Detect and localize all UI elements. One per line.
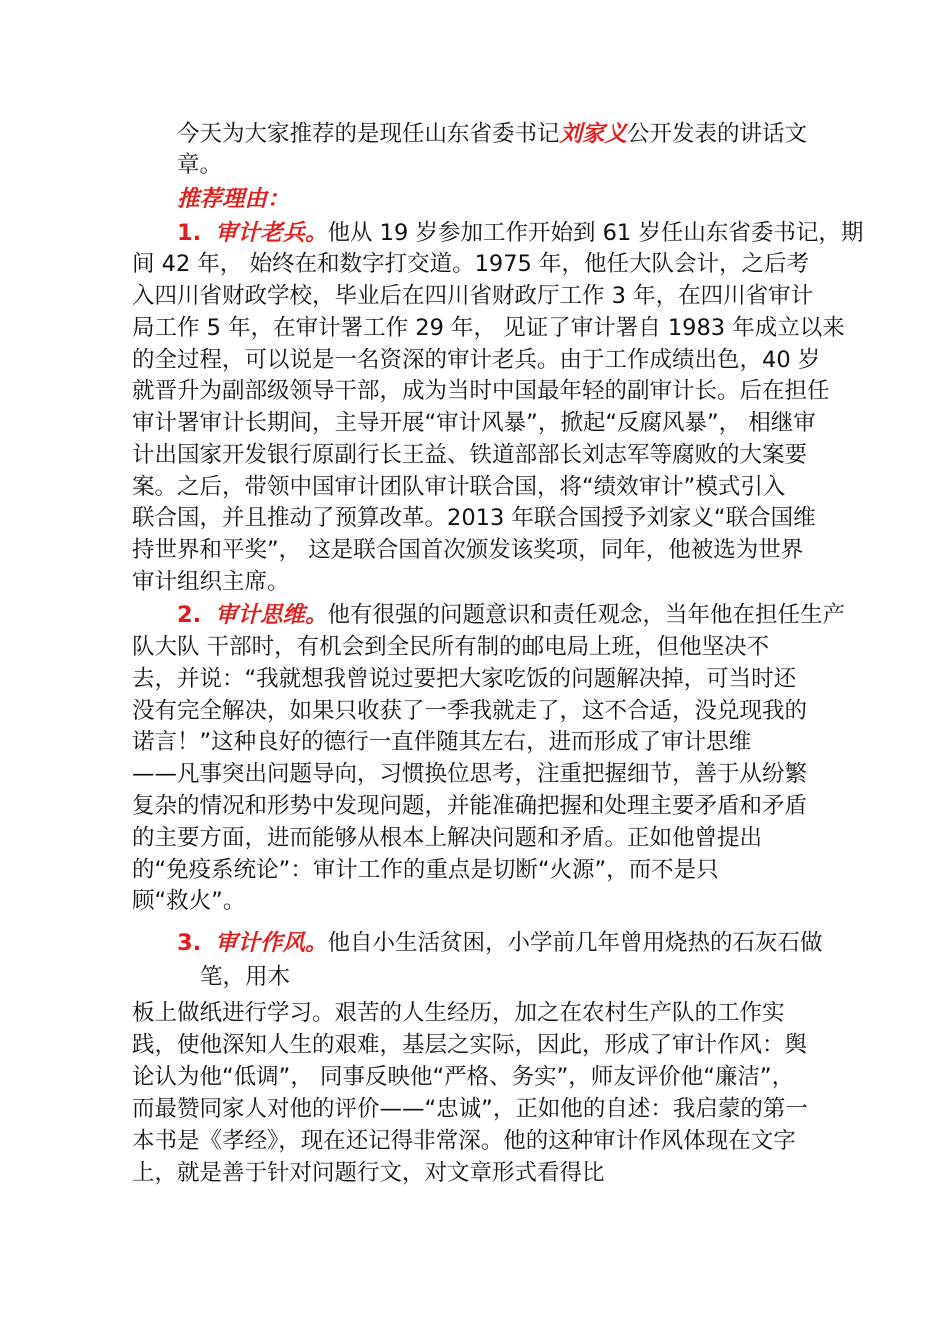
item-1-line: 就晋升为副部级领导干部，成为当时中国最年轻的副审计长。后在担任	[132, 378, 830, 404]
item-3-first-line	[177, 928, 823, 958]
item-2-line: 队大队 干部时，有机会到全民所有制的邮电局上班，但他坚决不	[132, 634, 770, 660]
item-3-line: 上，就是善于针对问题行文，对文章形式看得比	[132, 1160, 605, 1186]
intro-text-end: 公开发表的讲话文	[627, 121, 808, 147]
item-1-title: 审计老兵。	[215, 220, 328, 246]
item-3-number: 3.	[177, 930, 202, 956]
reason-heading: 推荐理由：	[177, 186, 290, 212]
intro-line-2: 章。	[177, 152, 223, 178]
item-1-line: 案。之后，带领中国审计团队审计联合国，将“绩效审计”模式引入	[132, 474, 786, 500]
item-2-line: 的“免疫系统论”：审计工作的重点是切断“火源”，而不是只	[132, 857, 719, 883]
item-1-line: 审计署审计长期间，主导开展“审计风暴”，掀起“反腐风暴”， 相继审	[132, 410, 816, 436]
item-1-line: 入四川省财政学校，毕业后在四川省财政厅工作 3 年，在四川省审计	[132, 283, 814, 309]
item-2-line: 没有完全解决，如果只收获了一季我就走了，这不合适，没兑现我的	[132, 698, 808, 724]
item-1-line: 持世界和平奖”， 这是联合国首次颁发该奖项，同年，他被选为世界	[132, 537, 804, 563]
item-1-line: 局工作 5 年，在审计署工作 29 年， 见证了审计署自 1983 年成立以来	[132, 315, 845, 341]
intro-line-1	[177, 119, 807, 149]
item-1-text: 他从 19 岁参加工作开始到 61 岁任山东省委书记，期	[327, 220, 864, 246]
item-2-line: ——凡事突出问题导向，习惯换位思考，注重把握细节，善于从纷繁	[132, 761, 808, 787]
item-3-second-line: 笔，用木	[200, 964, 291, 990]
item-3-line: 践，使他深知人生的艰难，基层之实际，因此，形成了审计作风：舆	[132, 1032, 808, 1058]
item-1-line: 间 42 年， 始终在和数字打交道。1975 年，他任大队会计，之后考	[132, 251, 810, 277]
item-2-line: 复杂的情况和形势中发现问题，并能准确把握和处理主要矛盾和矛盾	[132, 793, 808, 819]
item-1-line: 审计组织主席。	[132, 569, 290, 595]
item-2-line: 诺言！”这种良好的德行一直伴随其左右，进而形成了审计思维	[132, 729, 752, 755]
item-3-text: 他自小生活贫困，小学前几年曾用烧热的石灰石做	[327, 930, 823, 956]
item-3-line: 而最赞同家人对他的评价——“忠诚”，正如他的自述：我启蒙的第一	[132, 1096, 808, 1122]
item-2-title: 审计思维。	[215, 602, 328, 628]
item-1-number: 1.	[177, 220, 202, 246]
item-1-line: 计出国家开发银行原副行长王益、铁道部部长刘志军等腐败的大案要	[132, 442, 808, 468]
item-2-text: 他有很强的问题意识和责任观念，当年他在担任生产	[327, 602, 846, 628]
item-2-first-line	[177, 600, 845, 630]
item-3-line: 本书是《孝经》，现在还记得非常深。他的这种审计作风体现在文字	[132, 1128, 796, 1154]
item-2-line: 的主要方面，进而能够从根本上解决问题和矛盾。正如他曾提出	[132, 825, 763, 851]
item-1-first-line	[177, 218, 863, 248]
item-1-line: 的全过程，可以说是一名资深的审计老兵。由于工作成绩出色，40 岁	[132, 347, 821, 373]
item-3-line: 论认为他“低调”， 同事反映他“严格、务实”，师友评价他“廉洁”，	[132, 1064, 795, 1090]
item-2-number: 2.	[177, 602, 202, 628]
item-2-line: 去，并说：“我就想我曾说过要把大家吃饭的问题解决掉，可当时还	[132, 666, 797, 692]
item-3-title: 审计作风。	[215, 930, 328, 956]
item-2-line: 顾“救火”。	[132, 888, 246, 914]
item-3-line: 板上做纸进行学习。艰苦的人生经历，加之在农村生产队的工作实	[132, 1000, 785, 1026]
highlighted-name: 刘家义	[559, 121, 628, 147]
item-1-line: 联合国，并且推动了预算改革。2013 年联合国授予刘家义“联合国维	[132, 505, 816, 531]
intro-text: 今天为大家推荐的是现任山东省委书记	[177, 121, 560, 147]
